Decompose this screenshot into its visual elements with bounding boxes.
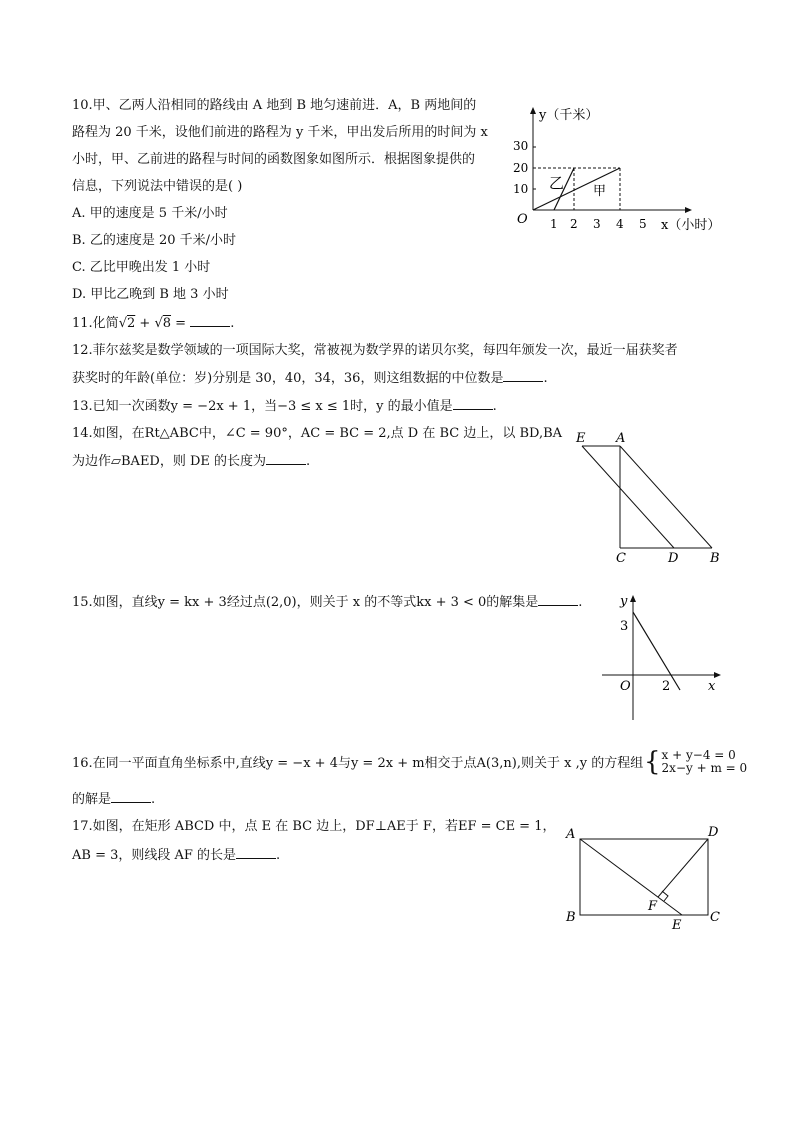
label-3: 3 — [620, 619, 629, 634]
label-o: O — [620, 679, 631, 694]
q17-line1: 17.如图，在矩形 ABCD 中，点 E 在 BC 边上，DF⊥AE于 F，若EF = CE = 1， — [72, 819, 556, 834]
q16-equation-system — [644, 749, 747, 775]
q11-expr-b: 8 — [162, 316, 172, 331]
label-jia: 甲 — [593, 184, 607, 199]
q11-prefix: 11.化简 — [72, 316, 119, 331]
q13-line — [72, 397, 497, 416]
segment-ab — [620, 446, 712, 548]
q11-equals: = — [171, 316, 191, 331]
q17-line2 — [72, 846, 280, 865]
y-axis-arrow-icon — [530, 107, 536, 114]
label-b: B — [566, 910, 576, 925]
label-e: E — [576, 431, 586, 446]
q16-line2-text: 的解是 — [72, 792, 112, 807]
q17-answer-blank[interactable] — [236, 846, 276, 859]
q10-line4: 信息，下列说法中错误的是( ) — [72, 179, 243, 194]
x-tick-5: 5 — [639, 217, 647, 231]
q14-line1: 14.如图，在Rt△ABC中，∠C = 90°，AC = BC = 2,点 D 在 BC 边上，以 BD,BA — [72, 426, 563, 441]
line-kx-plus-3 — [633, 612, 680, 690]
label-d: D — [668, 551, 679, 566]
q10-option-c: C. 乙比甲晚出发 1 小时 — [72, 260, 211, 275]
q14-line2 — [72, 452, 310, 471]
q13-answer-blank[interactable] — [453, 397, 493, 410]
q17-rectangle-figure — [562, 824, 732, 934]
segment-ae — [580, 839, 682, 915]
q17-end: . — [276, 848, 281, 863]
q10-option-d: D. 甲比乙晚到 B 地 3 小时 — [72, 287, 229, 302]
y-axis-label: y（千米） — [539, 108, 599, 123]
q10-line1: 10.甲、乙两人沿相同的路线由 A 地到 B 地匀速前进．A，B 两地间的 — [72, 98, 477, 113]
label-x: x — [708, 679, 716, 694]
x-tick-4: 4 — [616, 217, 624, 231]
q10-option-b: B. 乙的速度是 20 千米/小时 — [72, 233, 237, 248]
q16-end: . — [151, 792, 156, 807]
q12-line2-text: 获奖时的年龄(单位：岁)分别是 30，40，34，36，则这组数据的中位数是 — [72, 371, 504, 386]
label-f: F — [648, 899, 658, 914]
x-axis-arrow-icon — [714, 672, 721, 678]
x-tick-2: 2 — [570, 217, 578, 231]
q12-end: . — [543, 371, 548, 386]
q16-answer-blank[interactable] — [111, 790, 151, 803]
q10-distance-time-graph — [505, 100, 745, 240]
y-axis-arrow-icon — [630, 595, 636, 602]
q12-line2 — [72, 369, 548, 388]
label-y: y — [620, 594, 628, 609]
q11-answer-blank[interactable] — [190, 314, 230, 327]
q17-line2-text: AB = 3，则线段 AF 的长是 — [72, 848, 237, 863]
x-tick-1: 1 — [550, 217, 558, 231]
q11-end: . — [230, 316, 235, 331]
q15-answer-blank[interactable] — [538, 593, 578, 606]
q16-line1 — [72, 755, 643, 773]
q13-text: 13.已知一次函数y = −2x + 1，当−3 ≤ x ≤ 1时，y 的最小值是 — [72, 399, 453, 414]
q15-text: 15.如图，直线y = kx + 3经过点(2,0)，则关于 x 的不等式kx + 3 < 0的解集是 — [72, 595, 539, 610]
q10-line3: 小时，甲、乙前进的路程与时间的函数图象如图所示．根据图象提供的 — [72, 152, 476, 167]
q13-end: . — [492, 399, 497, 414]
q10-line2: 路程为 20 千米，设他们前进的路程为 y 千米，甲出发后所用的时间为 x — [72, 125, 488, 140]
q11-sqrt-icon-2: √ — [154, 316, 163, 331]
label-a: A — [616, 431, 626, 446]
label-c: C — [616, 551, 626, 566]
origin-label: O — [517, 212, 528, 227]
segment-ed — [582, 446, 674, 548]
q15-graph — [596, 590, 736, 725]
q12-line1: 12.菲尔兹奖是数学领域的一项国际大奖，常被视为数学界的诺贝尔奖，每四年颁发一次，最近一届获奖者 — [72, 343, 678, 358]
q15-end: . — [578, 595, 583, 610]
q15-line — [72, 593, 582, 612]
rectangle-abcd — [580, 839, 708, 915]
q16-eq1: x + y−4 = 0 — [661, 748, 736, 762]
right-angle-mark-icon — [662, 891, 668, 901]
q12-answer-blank[interactable] — [503, 369, 543, 382]
x-tick-3: 3 — [593, 217, 601, 231]
label-a: A — [566, 827, 576, 842]
q16-line2 — [72, 790, 155, 809]
x-axis-label: x（小时） — [661, 218, 721, 233]
q16-line1-text: 16.在同一平面直角坐标系中,直线y = −x + 4与y = 2x + m相交于点A(3,n),则关于 x ,y 的方程组 — [72, 756, 644, 771]
q14-line2-text: 为边作▱BAED，则 DE 的长度为 — [72, 454, 267, 469]
q14-answer-blank[interactable] — [266, 452, 306, 465]
label-yi: 乙 — [549, 174, 565, 192]
label-b: B — [710, 551, 720, 566]
q14-end: . — [306, 454, 311, 469]
label-2: 2 — [662, 679, 671, 694]
brace-icon: { — [644, 747, 661, 777]
q10-option-a: A. 甲的速度是 5 千米/小时 — [72, 206, 228, 221]
q11-sqrt-icon: √ — [118, 316, 127, 331]
q16-eq2: 2x−y + m = 0 — [661, 761, 748, 775]
label-c: C — [710, 910, 720, 925]
q14-figure — [570, 428, 730, 568]
y-tick-20: 20 — [513, 161, 529, 175]
x-axis-arrow-icon — [685, 207, 692, 213]
q11-line — [72, 314, 234, 333]
y-tick-30: 30 — [513, 139, 529, 153]
q11-expr-a: 2 — [126, 316, 136, 331]
q11-plus: + — [135, 316, 155, 331]
label-d: D — [708, 825, 719, 840]
label-e: E — [672, 918, 682, 933]
line-jia — [533, 168, 620, 210]
segment-df — [658, 839, 708, 897]
y-tick-10: 10 — [513, 182, 529, 196]
